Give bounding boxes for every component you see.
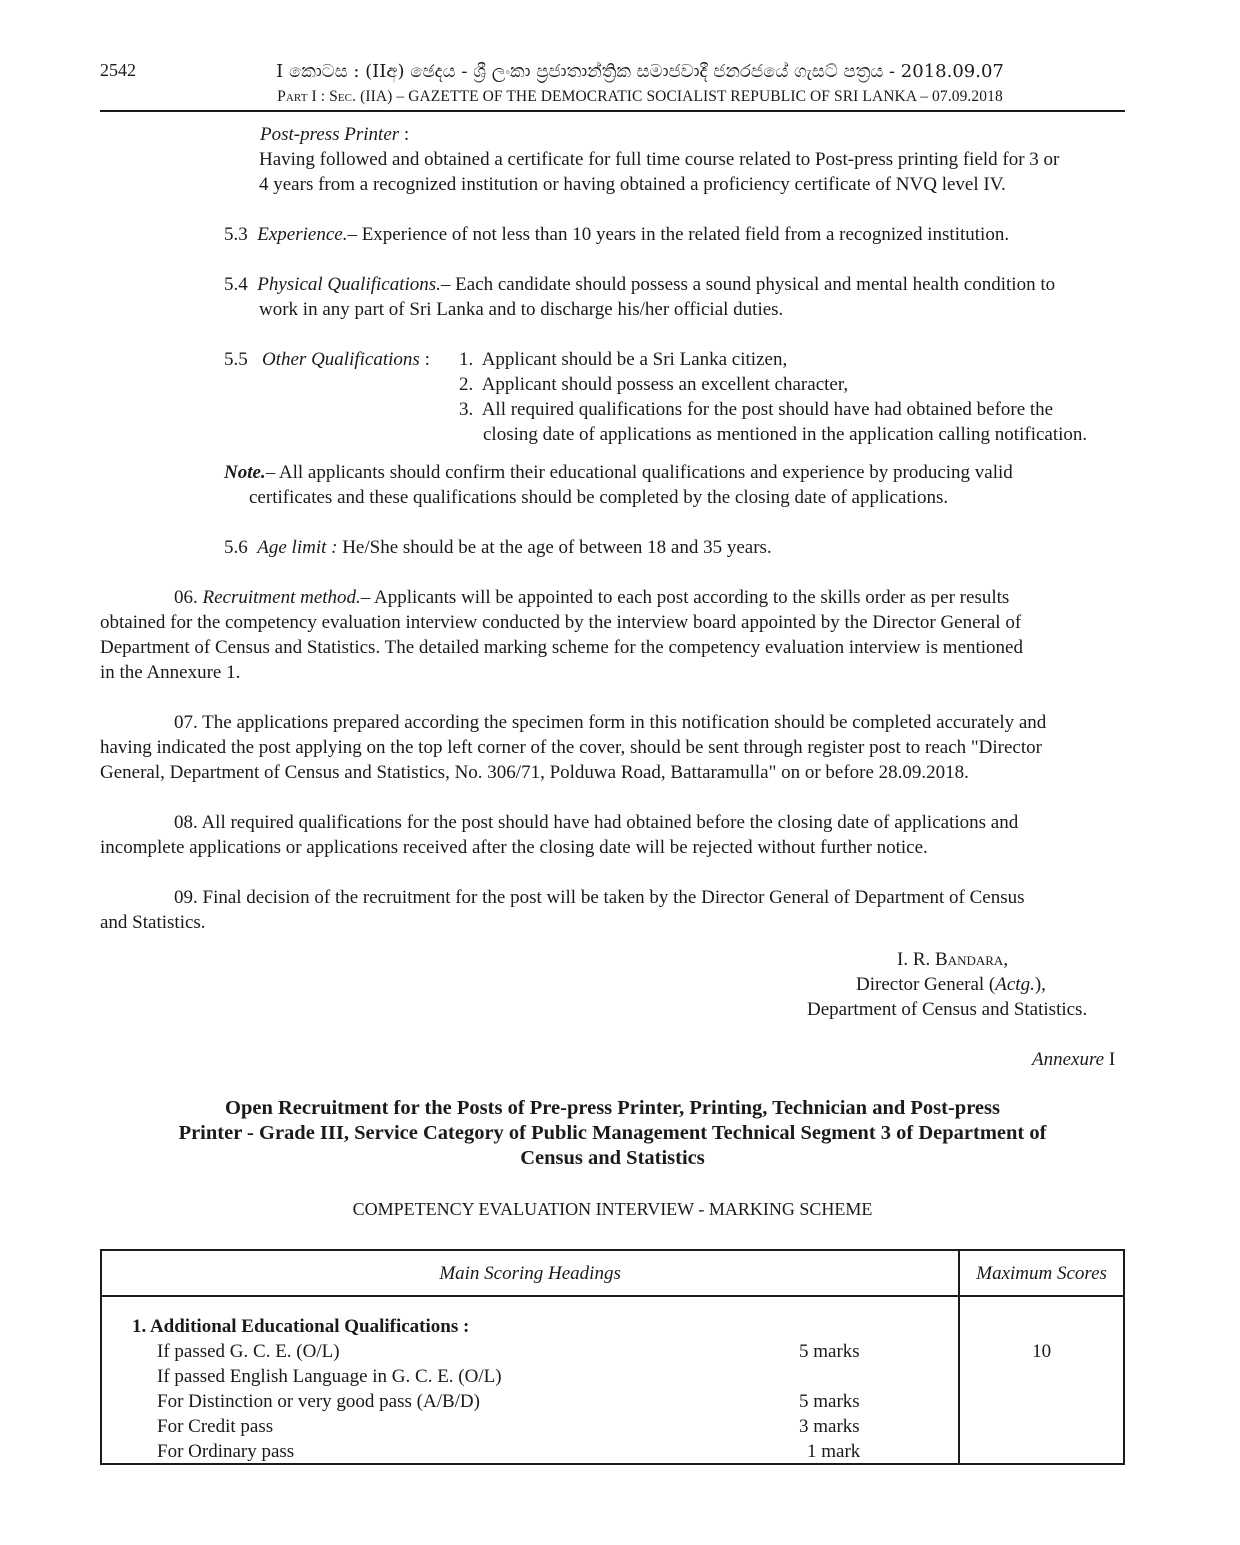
signatory-department: Department of Census and Statistics. [807,999,1088,1020]
section-07-line-2: having indicated the post applying on the top left corner of the cover, should be sent through register post to reach "Director [100,737,1042,758]
annexure-word: Annexure [1032,1049,1105,1070]
annexure-number: I [1104,1049,1116,1070]
postpress-line-2: 4 years from a recognized institution or having obtained a proficiency certificate of NVQ level IV. [259,174,1006,195]
signatory-title-post: ), [1034,974,1046,995]
list-item-text: Applicant should be a Sri Lanka citizen, [481,349,788,370]
section-5-5-label: Other Qualifications [262,349,420,370]
column-header-max-scores: Maximum Scores [959,1250,1124,1296]
signatory-initials: I. R. B [897,949,948,970]
postpress-label: Post-press Printer [260,124,400,145]
section-08-line-1: 08. All required qualifications for the post should have had obtained before the closing date of applications and [174,812,1019,833]
list-item-number: 3. [459,399,474,420]
section-06-line-2: obtained for the competency evaluation interview conducted by the interview board appointed by the Director General of [100,612,1022,633]
section-09-line-1: 09. Final decision of the recruitment for the post will be taken by the Director General of Department of Census [174,887,1025,908]
item-label: For Credit pass [157,1416,274,1437]
section-5-6 [224,535,772,560]
note-line-2: certificates and these qualifications should be completed by the closing date of applications. [249,487,949,508]
postpress-colon: : [399,124,410,145]
note-label: Note. [224,462,266,483]
section-5-4 [224,272,1055,297]
section-06-line-1: – Applicants will be appointed to each post according to the skills order as per results [360,587,1010,608]
section-07-line-3: General, Department of Census and Statistics, No. 306/71, Polduwa Road, Battaramulla" on or before 28.09.2018. [100,762,969,783]
marking-scheme-table [100,1249,1125,1465]
list-item [459,372,848,397]
list-item-number: 2. [459,374,474,395]
annexure-label [1032,1047,1115,1072]
section-5-4-line-1: – Each candidate should possess a sound physical and mental health condition to [440,274,1056,295]
section-5-6-label: Age limit : [257,537,338,558]
note [224,460,1013,485]
section-06-label: Recruitment method. [202,587,361,608]
signatory-title-italic: Actg. [995,974,1035,995]
row-headings-cell [101,1296,959,1464]
list-item-text: Applicant should possess an excellent character, [481,374,849,395]
annexure-title-line-2: Printer - Grade III, Service Category of Public Management Technical Segment 3 of Department of [178,1122,1047,1144]
table-header-row [101,1250,1124,1296]
page-number: 2542 [100,60,136,80]
table-row [101,1296,1124,1464]
section-5-5-num: 5.5 [224,349,248,370]
postpress-line-1: Having followed and obtained a certificate for full time course related to Post-press printing field for 3 or [259,149,1060,170]
postpress-heading [260,122,409,147]
list-item [459,397,1053,422]
item-marks: 1 mark [807,1441,861,1462]
row-heading-text: 1. Additional Educational Qualifications : [132,1316,470,1337]
annexure-title-line-1: Open Recruitment for the Posts of Pre-press Printer, Printing, Technician and Post-press [225,1097,1000,1119]
section-06-num: 06. [174,587,198,608]
row-max-score-cell [959,1296,1124,1464]
item-label: If passed G. C. E. (O/L) [157,1341,340,1362]
section-07-line-1: 07. The applications prepared according the specimen form in this notification should be completed accurately and [174,712,1047,733]
signatory-title-pre: Director General ( [856,974,996,995]
column-header-headings: Main Scoring Headings [101,1250,959,1296]
note-line-1: – All applicants should confirm their educational qualifications and experience by producing valid [265,462,1013,483]
section-5-6-text: He/She should be at the age of between 18 and 35 years. [337,537,772,558]
section-5-5 [224,347,430,372]
header-sec: Sec. [329,88,357,105]
header-rule [100,110,1125,112]
item-label: For Distinction or very good pass (A/B/D) [157,1391,480,1412]
item-marks: 3 marks [799,1416,860,1437]
item-label: If passed English Language in G. C. E. (O/L) [157,1366,502,1387]
english-header: Part I : Sec. (IIA) – GAZETTE OF THE DEMOCRATIC SOCIALIST REPUBLIC OF SRI LANKA – 07.09.2018 [277,88,1003,105]
annexure-title-line-3: Census and Statistics [520,1147,705,1169]
section-06 [174,585,1009,610]
item-label: For Ordinary pass [157,1441,295,1462]
sinhala-header: I කොටස : (IIඅ) ඡෙදය - ශ්‍රී ලංකා ප්‍රජාතාන්ත්‍රික සමාජවාදී ජනරජයේ ගැසට් පත්‍රය - 2018.09.07 [276,61,1004,82]
signatory-title [856,972,1046,997]
section-5-3-text: – Experience of not less than 10 years in the related field from a recognized institution. [347,224,1010,245]
section-08-line-2: incomplete applications or applications received after the closing date will be rejected without further notice. [100,837,928,858]
list-item-3-line-2: closing date of applications as mentioned in the application calling notification. [483,424,1088,445]
row-heading [132,1314,469,1339]
item-marks: 5 marks [799,1391,860,1412]
item-marks: 5 marks [799,1341,860,1362]
section-5-3 [224,222,1009,247]
signatory-surname: andara [947,949,1004,970]
header-part: Part I [277,88,317,105]
list-item-text: All required qualifications for the post should have had obtained before the [481,399,1054,420]
section-06-line-3: Department of Census and Statistics. The detailed marking scheme for the competency evaluation interview is mentioned [100,637,1023,658]
annexure-title [100,1096,1125,1171]
section-09-line-2: and Statistics. [100,912,206,933]
row-max-score: 10 [1032,1341,1052,1362]
signatory-name [897,947,1008,972]
section-5-5-colon: : [419,349,430,370]
section-5-6-num: 5.6 [224,537,248,558]
section-5-3-label: Experience. [257,224,348,245]
marking-scheme-subtitle: COMPETENCY EVALUATION INTERVIEW - MARKING SCHEME [352,1199,873,1219]
signatory-comma: , [1003,949,1009,970]
header-gazette: (IIA) – GAZETTE OF THE DEMOCRATIC SOCIALIST REPUBLIC OF SRI LANKA – 07.09.2018 [360,88,1003,105]
section-06-line-4: in the Annexure 1. [100,662,241,683]
section-5-4-label: Physical Qualifications. [257,274,441,295]
section-5-3-num: 5.3 [224,224,248,245]
section-5-4-line-2: work in any part of Sri Lanka and to discharge his/her official duties. [259,299,784,320]
list-item-number: 1. [459,349,474,370]
list-item [459,347,787,372]
section-5-4-num: 5.4 [224,274,248,295]
